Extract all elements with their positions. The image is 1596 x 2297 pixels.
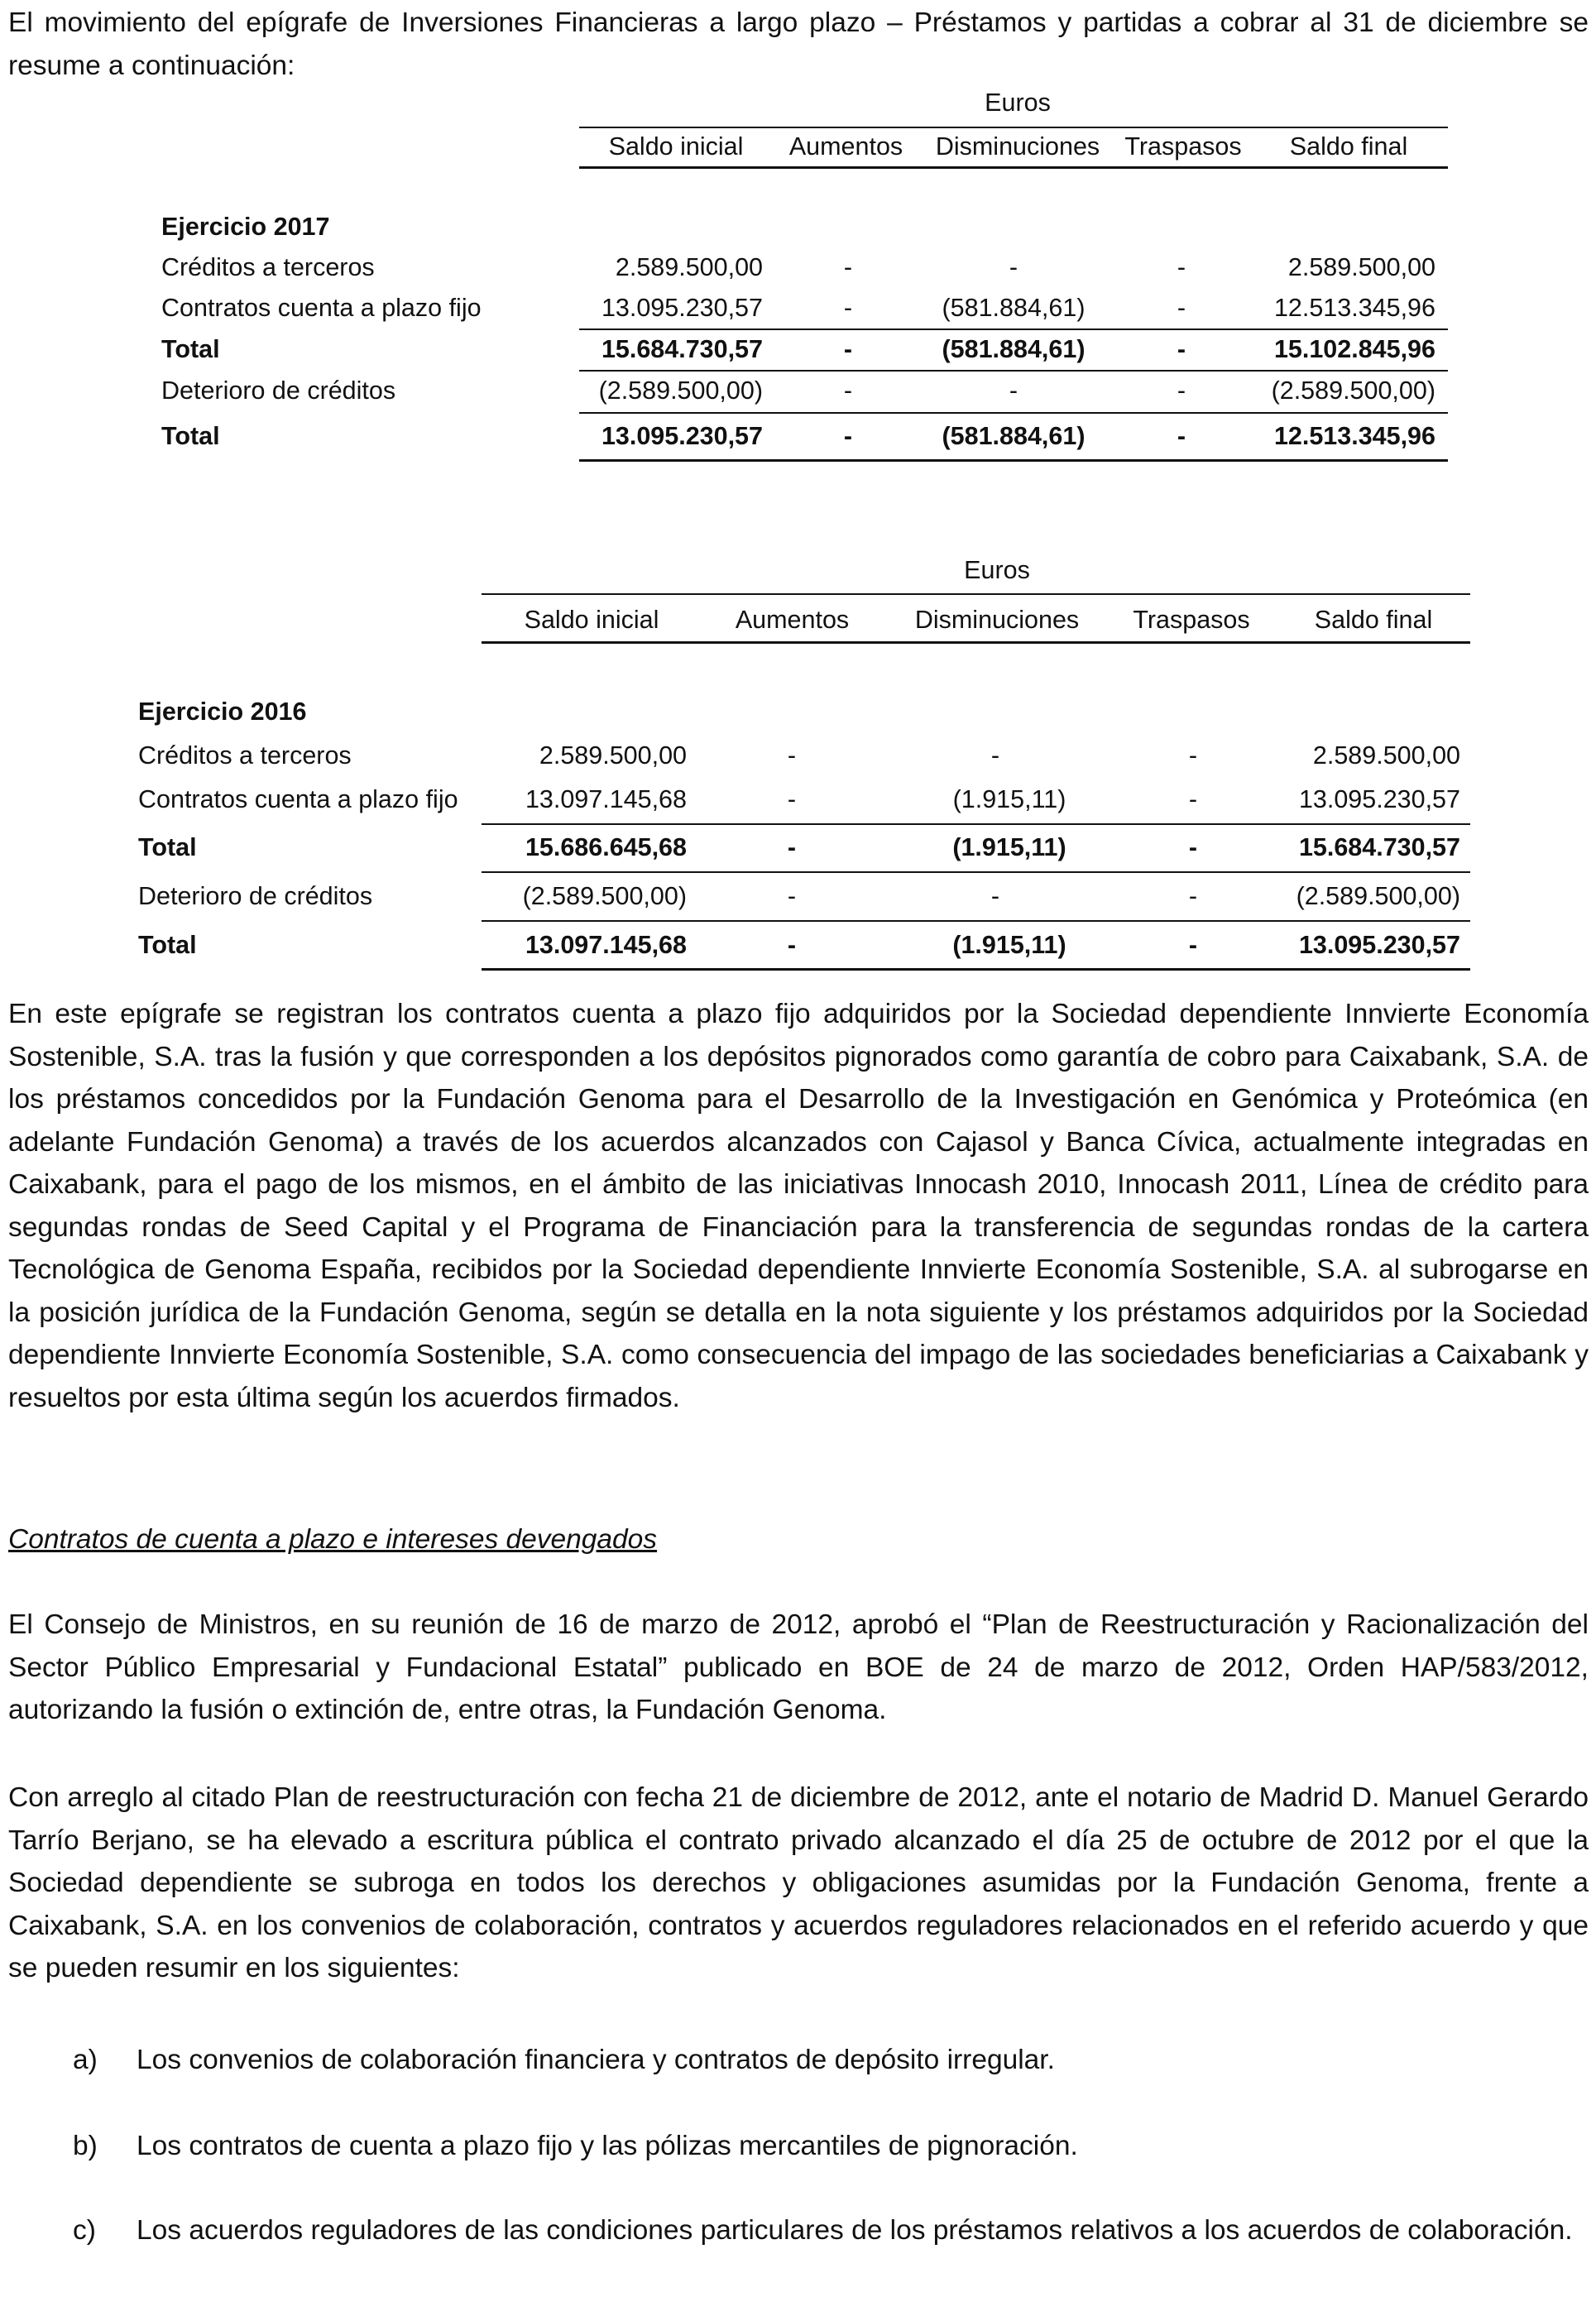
cell-saldo-inicial: 13.095.230,57 — [601, 422, 763, 450]
rule-above-total — [482, 920, 1470, 922]
cell-saldo-inicial: 15.686.645,68 — [525, 833, 687, 861]
rule-above-total — [579, 328, 1448, 330]
row-label: Deterioro de créditos — [161, 376, 396, 405]
cell-saldo-inicial: 13.097.145,68 — [525, 785, 687, 813]
cell-saldo-final: 12.513.345,96 — [1273, 422, 1435, 450]
paragraph-contracts-description: En este epígrafe se registran los contratos cuenta a plazo fijo adquiridos por la Sociedad dependiente Innvierte Economía Sostenible, S.A. tras la fusión y que corresponden a los depósitos pignorados como garantía de cobro para Caixabank, S.A. de los préstamos concedidos por la Fundación Genoma para el Desarrollo de la Investigación en Genómica y Proteómica (en adelante Fundación Genoma) a través de los acuerdos alcanzados con Cajasol y Banca Cívica, actualmente integradas en Caixabank, para el pago de los mismos, en el ámbito de las iniciativas Innocash 2010, Innocash 2011, Línea de crédito para segundas rondas de Seed Capital y el Programa de Financiación para la transferencia de segundas rondas de la cartera Tecnológica de Genoma España, recibidos por la Sociedad dependiente Innvierte Economía Sostenible, S.A. al subrogarse en la posición jurídica de la Fundación Genoma, según se detalla en la nota siguiente y los préstamos adquiridos por la Sociedad dependiente Innvierte Economía Sostenible, S.A. como consecuencia del impago de las sociedades beneficiarias a Caixabank y resueltos por esta última según los acuerdos firmados. — [8, 999, 1589, 1413]
cell-disminuciones: (581.884,61) — [942, 422, 1086, 450]
cell-traspasos: - — [1177, 294, 1186, 322]
cell-saldo-final: (2.589.500,00) — [1271, 376, 1435, 405]
list-text: Los contratos de cuenta a plazo fijo y las pólizas mercantiles de pignoración. — [137, 2131, 1078, 2161]
currency-label: Euros — [985, 89, 1051, 117]
cell-traspasos: - — [1188, 785, 1198, 813]
cell-traspasos: - — [1188, 882, 1198, 910]
cell-disminuciones: (581.884,61) — [942, 335, 1086, 363]
rule-above-total — [579, 412, 1448, 414]
header-rule-top — [482, 593, 1470, 595]
row-label-total: Total — [138, 833, 197, 861]
row-label: Deterioro de créditos — [138, 882, 373, 910]
table-bottom-rule — [579, 459, 1448, 462]
cell-traspasos: - — [1188, 741, 1198, 770]
cell-saldo-inicial: 13.095.230,57 — [601, 294, 763, 322]
list-text: Los acuerdos reguladores de las condiciones particulares de los préstamos relativos a los acuerdos de colaboración. — [137, 2215, 1573, 2246]
cell-saldo-inicial: (2.589.500,00) — [598, 376, 763, 405]
subheading-contratos: Contratos de cuenta a plazo e intereses devengados — [8, 1524, 658, 1555]
rule-below-total — [579, 370, 1448, 372]
cell-aumentos: - — [843, 294, 853, 322]
col-header-disminuciones: Disminuciones — [914, 606, 1080, 634]
cell-aumentos: - — [787, 785, 797, 813]
currency-label: Euros — [964, 556, 1030, 584]
col-header-saldo-inicial: Saldo inicial — [608, 132, 744, 161]
cell-saldo-final: (2.589.500,00) — [1296, 882, 1460, 910]
row-label-total: Total — [161, 422, 220, 450]
cell-traspasos: - — [1177, 253, 1186, 281]
header-rule-bottom — [579, 166, 1448, 169]
rule-above-total — [482, 823, 1470, 825]
cell-traspasos: - — [1177, 376, 1186, 405]
cell-saldo-final: 2.589.500,00 — [1287, 253, 1435, 281]
cell-saldo-final: 2.589.500,00 — [1312, 741, 1460, 770]
cell-aumentos: - — [787, 882, 797, 910]
list-marker: b) — [73, 2131, 98, 2161]
section-title: Ejercicio 2016 — [138, 698, 307, 726]
section-title: Ejercicio 2017 — [161, 213, 330, 241]
row-label: Créditos a terceros — [138, 741, 352, 770]
col-header-saldo-inicial: Saldo inicial — [524, 606, 659, 634]
cell-aumentos: - — [787, 741, 797, 770]
cell-saldo-inicial: 13.097.145,68 — [525, 931, 687, 959]
row-label-total: Total — [161, 335, 220, 363]
cell-disminuciones: (1.915,11) — [952, 785, 1066, 813]
cell-saldo-final: 13.095.230,57 — [1298, 931, 1460, 959]
table-bottom-rule — [482, 968, 1470, 971]
cell-saldo-inicial: (2.589.500,00) — [522, 882, 687, 910]
header-rule-bottom — [482, 641, 1470, 644]
col-header-traspasos: Traspasos — [1133, 606, 1250, 634]
header-rule-top — [579, 127, 1448, 128]
paragraph-plan-reestructuracion: Con arreglo al citado Plan de reestructuración con fecha 21 de diciembre de 2012, ante el notario de Madrid D. Manuel Gerardo Tarrío Berjano, se ha elevado a escritura pública el contrato privado alcanzado el día 25 de octubre de 2012 por el que la Sociedad dependiente se subroga en todos los derechos y obligaciones asumidas por la Fundación Genoma, frente a Caixabank, S.A. en los convenios de colaboración, contratos y acuerdos reguladores relacionados en el referido acuerdo y que se pueden resumir en los siguientes: — [8, 1782, 1589, 1983]
col-header-disminuciones: Disminuciones — [935, 132, 1100, 161]
cell-saldo-inicial: 2.589.500,00 — [539, 741, 687, 770]
cell-traspasos: - — [1188, 931, 1198, 959]
col-header-aumentos: Aumentos — [735, 606, 850, 634]
row-label-total: Total — [138, 931, 197, 959]
cell-saldo-final: 15.102.845,96 — [1273, 335, 1435, 363]
cell-traspasos: - — [1177, 422, 1186, 450]
cell-traspasos: - — [1177, 335, 1186, 363]
cell-disminuciones: - — [1009, 376, 1018, 405]
cell-saldo-final: 15.684.730,57 — [1298, 833, 1460, 861]
rule-below-total — [482, 871, 1470, 873]
list-marker: c) — [73, 2215, 96, 2246]
cell-aumentos: - — [843, 253, 853, 281]
cell-disminuciones: (581.884,61) — [942, 294, 1086, 322]
paragraph-consejo-ministros: El Consejo de Ministros, en su reunión de 16 de marzo de 2012, aprobó el “Plan de Reestructuración y Racionalización del Sector Público Empresarial y Fundacional Estatal” publicado en BOE de 24 de marzo de 2012, Orden HAP/583/2012, autorizando la fusión o extinción de, entre otras, la Fundación Genoma. — [8, 1609, 1589, 1725]
cell-disminuciones: - — [990, 741, 1000, 770]
cell-aumentos: - — [787, 833, 797, 861]
col-header-saldo-final: Saldo final — [1314, 606, 1433, 634]
col-header-traspasos: Traspasos — [1124, 132, 1242, 161]
intro-paragraph: El movimiento del epígrafe de Inversiones Financieras a largo plazo – Préstamos y partidas a cobrar al 31 de diciembre se resume a continuación: — [8, 7, 1589, 81]
col-header-aumentos: Aumentos — [788, 132, 903, 161]
list-text: Los convenios de colaboración financiera y contratos de depósito irregular. — [137, 2045, 1055, 2075]
cell-aumentos: - — [843, 335, 853, 363]
cell-disminuciones: (1.915,11) — [952, 931, 1066, 959]
cell-traspasos: - — [1188, 833, 1198, 861]
cell-saldo-inicial: 2.589.500,00 — [615, 253, 763, 281]
cell-aumentos: - — [843, 376, 853, 405]
cell-saldo-inicial: 15.684.730,57 — [601, 335, 763, 363]
cell-aumentos: - — [787, 931, 797, 959]
col-header-saldo-final: Saldo final — [1289, 132, 1408, 161]
list-marker: a) — [73, 2045, 98, 2075]
row-label: Contratos cuenta a plazo fijo — [161, 294, 482, 322]
cell-disminuciones: - — [990, 882, 1000, 910]
cell-disminuciones: - — [1009, 253, 1018, 281]
cell-saldo-final: 12.513.345,96 — [1273, 294, 1435, 322]
cell-saldo-final: 13.095.230,57 — [1298, 785, 1460, 813]
row-label: Contratos cuenta a plazo fijo — [138, 785, 458, 813]
row-label: Créditos a terceros — [161, 253, 375, 281]
cell-disminuciones: (1.915,11) — [952, 833, 1066, 861]
cell-aumentos: - — [843, 422, 853, 450]
